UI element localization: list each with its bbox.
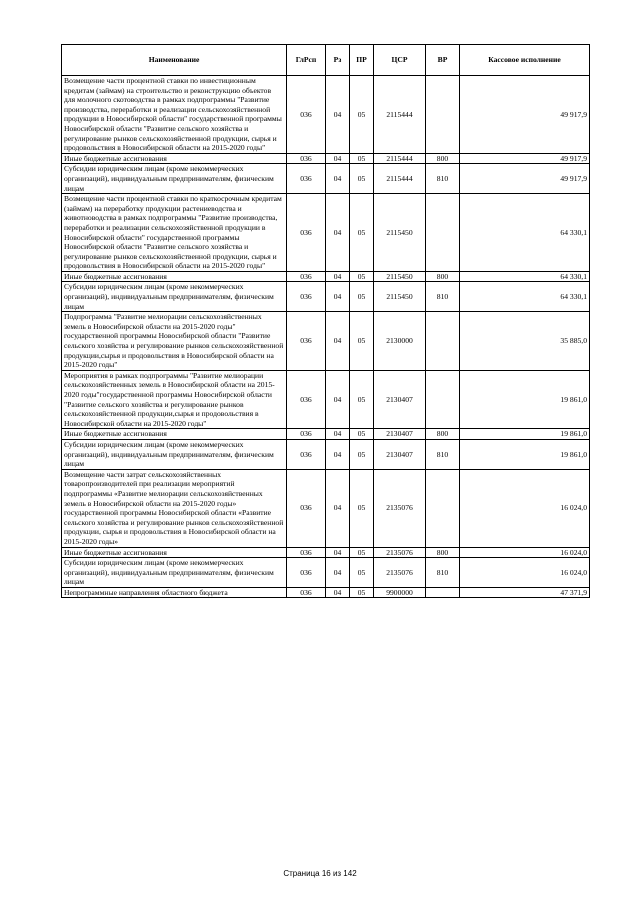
cell-amount: 19 861,0 xyxy=(460,429,590,440)
cell-csr: 2130000 xyxy=(374,312,426,371)
cell-pr: 05 xyxy=(350,194,374,272)
cell-rz: 04 xyxy=(326,271,350,282)
cell-vr: 800 xyxy=(426,547,460,558)
cell-name: Иные бюджетные ассигнования xyxy=(62,429,287,440)
cell-glrsp: 036 xyxy=(287,370,326,429)
cell-rz: 04 xyxy=(326,547,350,558)
cell-amount: 49 917,9 xyxy=(460,153,590,164)
cell-csr: 2115450 xyxy=(374,282,426,312)
cell-csr: 2130407 xyxy=(374,370,426,429)
cell-vr: 810 xyxy=(426,558,460,588)
table-row xyxy=(62,164,590,194)
cell-name: Субсидии юридическим лицам (кроме некоммерческих организаций), индивидуальным предпринимателям, физическим лицам xyxy=(62,282,287,312)
cell-csr: 2135076 xyxy=(374,469,426,547)
cell-pr: 05 xyxy=(350,439,374,469)
cell-pr: 05 xyxy=(350,429,374,440)
cell-glrsp: 036 xyxy=(287,469,326,547)
cell-name: Возмещение части процентной ставки по краткосрочным кредитам (займам) на переработку продукции растениеводства и животноводства в рамках подпрограммы "Развитие производства, переработки и реализации сельскохозяйственной продукции в Новосибирской области" государственной программы Новосибирской области "Развитие сельского хозяйства и регулирование рынков сельскохозяйственной продукции, сырья и продовольствия в Новосибирской области на 2015-2020 годы" xyxy=(62,194,287,272)
cell-csr: 2115444 xyxy=(374,76,426,154)
cell-csr: 2130407 xyxy=(374,429,426,440)
cell-glrsp: 036 xyxy=(287,587,326,598)
cell-rz: 04 xyxy=(326,153,350,164)
cell-amount: 49 917,9 xyxy=(460,164,590,194)
cell-glrsp: 036 xyxy=(287,429,326,440)
header-pr: ПР xyxy=(350,45,374,76)
cell-rz: 04 xyxy=(326,587,350,598)
cell-vr: 810 xyxy=(426,282,460,312)
cell-name: Возмещение части процентной ставки по инвестиционным кредитам (займам) на строительство и реконструкцию объектов для молочного скотоводства в рамках подпрограммы "Развитие производства, переработки и реализации сельскохозяйственной продукции в Новосибирской области" государственной программы Новосибирской области "Развитие сельского хозяйства и регулирование рынков сельскохозяйственной продукции, сырья и продовольствия в Новосибирской области на 2015-2020 годы" xyxy=(62,76,287,154)
table-row xyxy=(62,587,590,598)
cell-name: Субсидии юридическим лицам (кроме некоммерческих организаций), индивидуальным предпринимателям, физическим лицам xyxy=(62,164,287,194)
budget-table xyxy=(61,44,590,598)
cell-amount: 35 885,0 xyxy=(460,312,590,371)
table-row xyxy=(62,271,590,282)
cell-name: Субсидии юридическим лицам (кроме некоммерческих организаций), индивидуальным предпринимателям, физическим лицам xyxy=(62,439,287,469)
cell-rz: 04 xyxy=(326,469,350,547)
cell-glrsp: 036 xyxy=(287,439,326,469)
cell-rz: 04 xyxy=(326,164,350,194)
cell-amount: 16 024,0 xyxy=(460,469,590,547)
cell-amount: 64 330,1 xyxy=(460,282,590,312)
cell-pr: 05 xyxy=(350,164,374,194)
cell-amount: 64 330,1 xyxy=(460,271,590,282)
cell-vr xyxy=(426,370,460,429)
cell-csr: 9900000 xyxy=(374,587,426,598)
cell-pr: 05 xyxy=(350,587,374,598)
cell-csr: 2115444 xyxy=(374,164,426,194)
table-row xyxy=(62,194,590,272)
cell-rz: 04 xyxy=(326,194,350,272)
cell-pr: 05 xyxy=(350,76,374,154)
cell-pr: 05 xyxy=(350,469,374,547)
table-row xyxy=(62,439,590,469)
cell-vr xyxy=(426,194,460,272)
cell-pr: 05 xyxy=(350,558,374,588)
cell-name: Подпрограмма "Развитие мелиорации сельскохозяйственных земель в Новосибирской области на 2015-2020 годы" государственной программы Новосибирской области "Развитие сельского хозяйства и регулирование рынков сельскохозяйственной продукции,сырья и продовольствия в Новосибирской области на 2015-2020 годы" xyxy=(62,312,287,371)
cell-amount: 47 371,9 xyxy=(460,587,590,598)
header-glrsp: ГлРсп xyxy=(287,45,326,76)
cell-vr: 800 xyxy=(426,271,460,282)
cell-glrsp: 036 xyxy=(287,164,326,194)
cell-amount: 16 024,0 xyxy=(460,558,590,588)
cell-vr xyxy=(426,469,460,547)
cell-csr: 2115444 xyxy=(374,153,426,164)
cell-vr: 810 xyxy=(426,164,460,194)
table-row xyxy=(62,312,590,371)
cell-csr: 2135076 xyxy=(374,547,426,558)
cell-amount: 19 861,0 xyxy=(460,439,590,469)
cell-amount: 64 330,1 xyxy=(460,194,590,272)
cell-csr: 2130407 xyxy=(374,439,426,469)
table-row xyxy=(62,76,590,154)
cell-name: Иные бюджетные ассигнования xyxy=(62,547,287,558)
cell-amount: 16 024,0 xyxy=(460,547,590,558)
cell-name: Субсидии юридическим лицам (кроме некоммерческих организаций), индивидуальным предпринимателям, физическим лицам xyxy=(62,558,287,588)
cell-glrsp: 036 xyxy=(287,312,326,371)
table-row xyxy=(62,429,590,440)
cell-pr: 05 xyxy=(350,312,374,371)
table-row xyxy=(62,547,590,558)
cell-glrsp: 036 xyxy=(287,153,326,164)
header-csr: ЦСР xyxy=(374,45,426,76)
cell-rz: 04 xyxy=(326,76,350,154)
cell-csr: 2135076 xyxy=(374,558,426,588)
cell-amount: 19 861,0 xyxy=(460,370,590,429)
cell-rz: 04 xyxy=(326,429,350,440)
cell-name: Иные бюджетные ассигнования xyxy=(62,153,287,164)
cell-vr: 800 xyxy=(426,153,460,164)
cell-pr: 05 xyxy=(350,271,374,282)
cell-name: Возмещение части затрат сельскохозяйственных товаропроизводителей при реализации мероприятий подпрограммы «Развитие мелиорации сельскохозяйственных земель в Новосибирской области на 2015-2020 годы» государственной программы Новосибирской области «Развитие сельского хозяйства и регулирование рынков сельскохозяйственной продукции, сырья и продовольствия в Новосибирской области на 2015-2020 годы» xyxy=(62,469,287,547)
header-row xyxy=(62,45,590,76)
cell-vr xyxy=(426,312,460,371)
page-number: Страница 16 из 142 xyxy=(283,869,357,878)
table-row xyxy=(62,558,590,588)
table-row xyxy=(62,153,590,164)
cell-rz: 04 xyxy=(326,312,350,371)
table-row xyxy=(62,469,590,547)
cell-glrsp: 036 xyxy=(287,558,326,588)
cell-pr: 05 xyxy=(350,153,374,164)
cell-rz: 04 xyxy=(326,282,350,312)
cell-amount: 49 917,9 xyxy=(460,76,590,154)
table-row xyxy=(62,370,590,429)
cell-csr: 2115450 xyxy=(374,194,426,272)
cell-vr xyxy=(426,587,460,598)
cell-pr: 05 xyxy=(350,547,374,558)
table-row xyxy=(62,282,590,312)
cell-pr: 05 xyxy=(350,282,374,312)
header-vr: ВР xyxy=(426,45,460,76)
cell-rz: 04 xyxy=(326,370,350,429)
cell-name: Непрограммные направления областного бюджета xyxy=(62,587,287,598)
cell-glrsp: 036 xyxy=(287,547,326,558)
cell-name: Мероприятия в рамках подпрограммы "Развитие мелиорации сельскохозяйственных земель в Новосибирской области на 2015-2020 годы"государственной программы Новосибирской области "Развитие сельского хозяйства и регулирование рынков сельскохозяйственной продукции,сырья и продовольствия в Новосибирской области на 2015-2020 годы" xyxy=(62,370,287,429)
cell-vr: 810 xyxy=(426,439,460,469)
header-amount: Кассовое исполнение xyxy=(460,45,590,76)
cell-glrsp: 036 xyxy=(287,76,326,154)
cell-rz: 04 xyxy=(326,558,350,588)
cell-csr: 2115450 xyxy=(374,271,426,282)
cell-glrsp: 036 xyxy=(287,271,326,282)
cell-name: Иные бюджетные ассигнования xyxy=(62,271,287,282)
header-name: Наименование xyxy=(62,45,287,76)
cell-vr xyxy=(426,76,460,154)
cell-glrsp: 036 xyxy=(287,194,326,272)
header-rz: Рз xyxy=(326,45,350,76)
cell-vr: 800 xyxy=(426,429,460,440)
cell-pr: 05 xyxy=(350,370,374,429)
cell-glrsp: 036 xyxy=(287,282,326,312)
cell-rz: 04 xyxy=(326,439,350,469)
